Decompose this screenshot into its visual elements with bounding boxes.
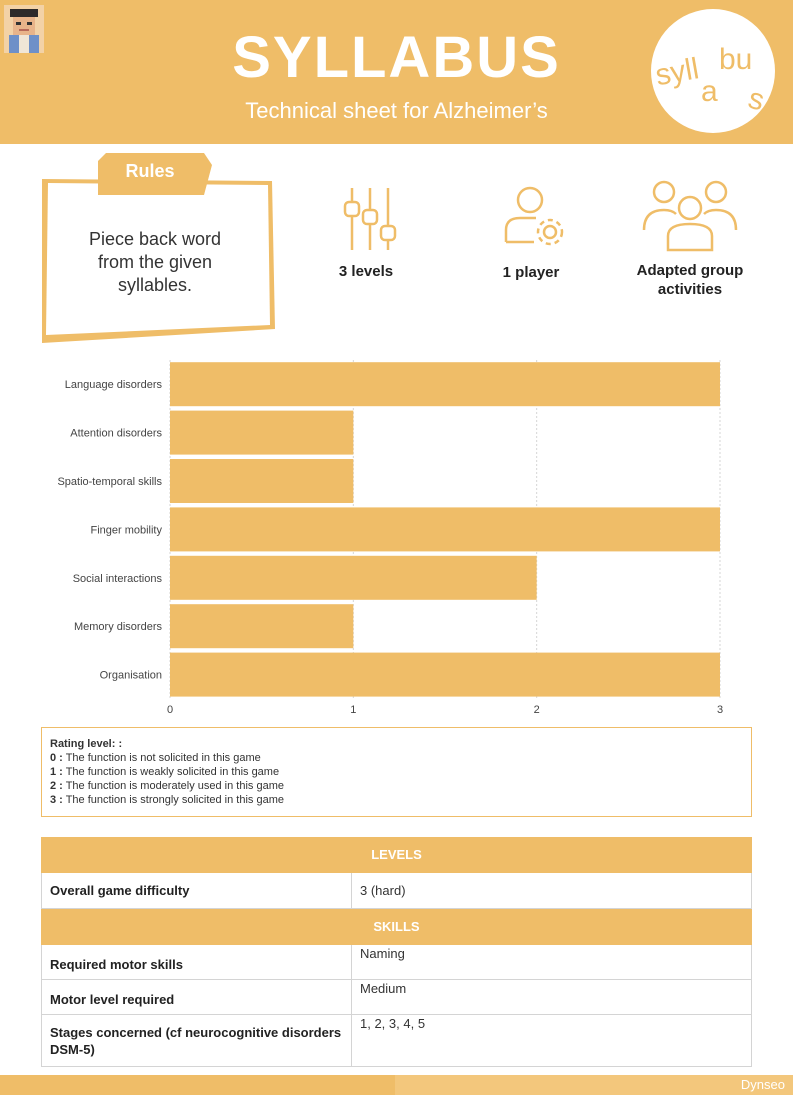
skills-bar-chart [0,355,793,715]
category-label: Attention disorders [70,427,162,440]
legend-item: 2 : The function is moderately used in this game [50,780,284,792]
table-row: Stages concerned (cf neurocognitive disorders DSM-5) 1, 2, 3, 4, 5 [41,1015,752,1067]
legend-item: 1 : The function is weakly solicited in this game [50,766,280,778]
brand-logo: Dynseo [740,1077,785,1092]
bar-finger-mobility [170,507,720,551]
levels-heading: LEVELS [41,837,752,873]
tick-label: 1 [350,703,357,715]
bar-language-disorders [170,362,720,406]
skills-table [41,909,752,1067]
category-label: Memory disorders [73,621,162,634]
skills-heading: SKILLS [41,909,752,945]
footer-bar [0,1075,793,1095]
levels-table [41,837,752,909]
svg-text:s: s [744,81,768,118]
legend-title: Rating level: : [50,738,123,750]
legend-item: 0 : The function is not solicited in this game [50,752,261,764]
table-row: Motor level required Medium [41,980,752,1015]
rules-text: Piece back word from the given syllables. [88,229,222,295]
bar-attention-disorders [170,411,353,455]
group-icon [642,180,738,252]
tick-label: 2 [533,703,540,715]
feature-levels: 3 levels [338,263,394,280]
page-subtitle: Technical sheet for Alzheimer’s [245,98,548,123]
category-label: Language disorders [64,379,162,392]
category-label: Finger mobility [90,524,162,537]
user-gear-icon [502,186,568,248]
svg-text:a: a [701,75,718,108]
legend-item: 3 : The function is strongly solicited in this game [50,794,284,806]
tick-label: 3 [716,703,724,715]
bar-memory-disorders [170,604,353,648]
page-title: SYLLABUS [232,25,561,90]
table-row: Overall game difficulty 3 (hard) [41,873,752,909]
feature-group: Adapted group activities [636,262,744,298]
category-label: Social interactions [72,572,162,585]
category-label: Spatio-temporal skills [57,476,162,488]
feature-players: 1 player [502,264,560,281]
table-row: Required motor skills Naming [41,945,752,980]
syllabus-logo [651,9,775,133]
bar-social-interactions [170,556,537,600]
svg-text:syll: syll [652,52,702,93]
svg-text:bu: bu [719,43,753,76]
header-banner [0,0,793,144]
bar-organisation [170,653,720,697]
sliders-icon [338,186,402,252]
bar-spatio-temporal-skills [170,459,353,503]
tick-label: 0 [166,703,174,715]
category-label: Organisation [99,669,162,682]
rules-label: Rules [125,161,175,181]
rating-legend [41,727,752,817]
